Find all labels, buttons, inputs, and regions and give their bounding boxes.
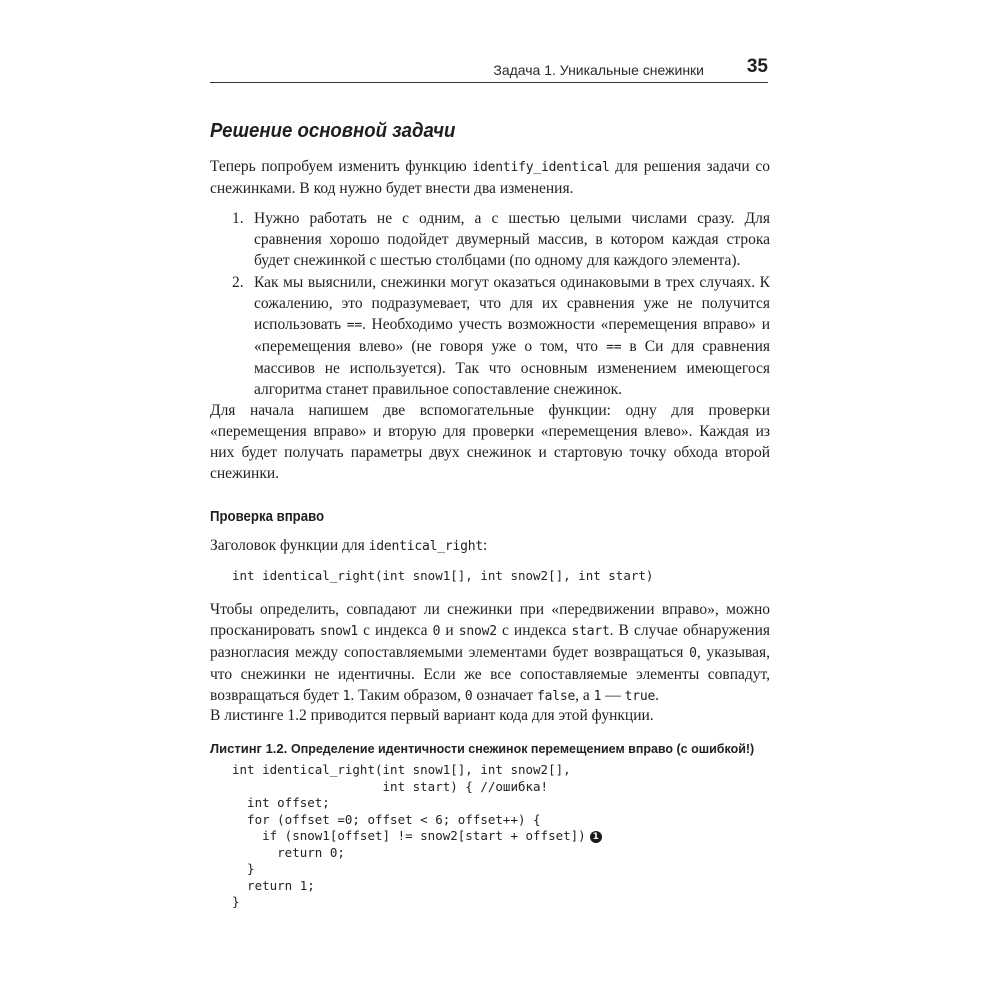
section-heading: Решение основной задачи (210, 120, 456, 142)
code-line: return 0; (232, 844, 345, 860)
list-item-text: Нужно работать не с одним, а с шестью целыми числами сразу. Для сравнения хорошо подойдет двумерный массив, в котором каждая строка будет снежинкой с шестью столбцами (по одному для каждого элемента). (254, 210, 770, 269)
listing-label: Листинг 1.2. (210, 741, 288, 756)
subsection-heading: Проверка вправо (210, 508, 325, 525)
code-line: int start) { //ошибка! (232, 778, 549, 794)
code-line: } (232, 894, 240, 909)
function-signature: int identical_right(int snow1[], int snow2[], int start) (232, 568, 654, 583)
function-header-line: Заголовок функции для identical_right: (210, 537, 488, 554)
intro-paragraph: Теперь попробуем изменить функцию identify_identical для решения задачи со снежинками. В код нужно будет внести два изменения. (210, 158, 770, 197)
code-line: int offset; (232, 795, 330, 810)
running-header (210, 56, 768, 83)
code-line: for (offset =0; offset < 6; offset++) { (232, 811, 541, 827)
list-item-text: Как мы выяснили, снежинки могут оказаться одинаковыми в трех случаях. К сожалению, это подразумевает, что для их сравнения уже не получится использовать ==. Необходимо учесть возможности «перемещения вправо» и «перемещения влево» (не говоря уже о том, что == в Си для сравнения массивов не используется). Так что основным изменением имеющегося алгоритма станет правильное сопоставление снежинок. (254, 274, 770, 398)
code-line: } (232, 861, 255, 876)
listing-caption (210, 741, 780, 756)
list-item-number: 1. (232, 210, 244, 227)
code-line: return 1; (232, 877, 315, 893)
code-line-text: if (snow1[offset] != snow2[start + offset]) (232, 828, 586, 843)
page-number: 35 (746, 56, 768, 77)
code-line-with-callout (232, 828, 602, 845)
listing-intro: В листинге 1.2 приводится первый вариант кода для этой функции. (210, 707, 654, 724)
list-item-number: 2. (232, 274, 244, 291)
code-line: int identical_right(int snow1[], int snow2[], (232, 762, 571, 777)
running-title: Задача 1. Уникальные снежинки (493, 62, 704, 78)
helpers-paragraph: Для начала напишем две вспомогательные функции: одну для проверки «перемещения вправо» и вторую для проверки «перемещения влево». Каждая из них будет получать параметры двух снежинок и стартовую точку обхода второй снежинки. (210, 402, 770, 482)
list-item-1 (232, 208, 770, 271)
code-listing (232, 762, 602, 911)
explanation-paragraph: Чтобы определить, совпадают ли снежинки при «передвижении вправо», можно просканировать snow1 с индекса 0 и snow2 с индекса start. В случае обнаружения разногласия между сопоставляемыми элементами будет возвращаться 0, указывая, что снежинки не идентичны. Если же все сопоставляемые элементы совпадут, возвращаться будет 1. Таким образом, 0 означает false, а 1 — true. (210, 601, 770, 704)
listing-title: Определение идентичности снежинок перемещением вправо (с ошибкой!) (290, 741, 755, 756)
list-item-2 (232, 272, 770, 400)
callout-marker-icon: 1 (590, 831, 602, 843)
